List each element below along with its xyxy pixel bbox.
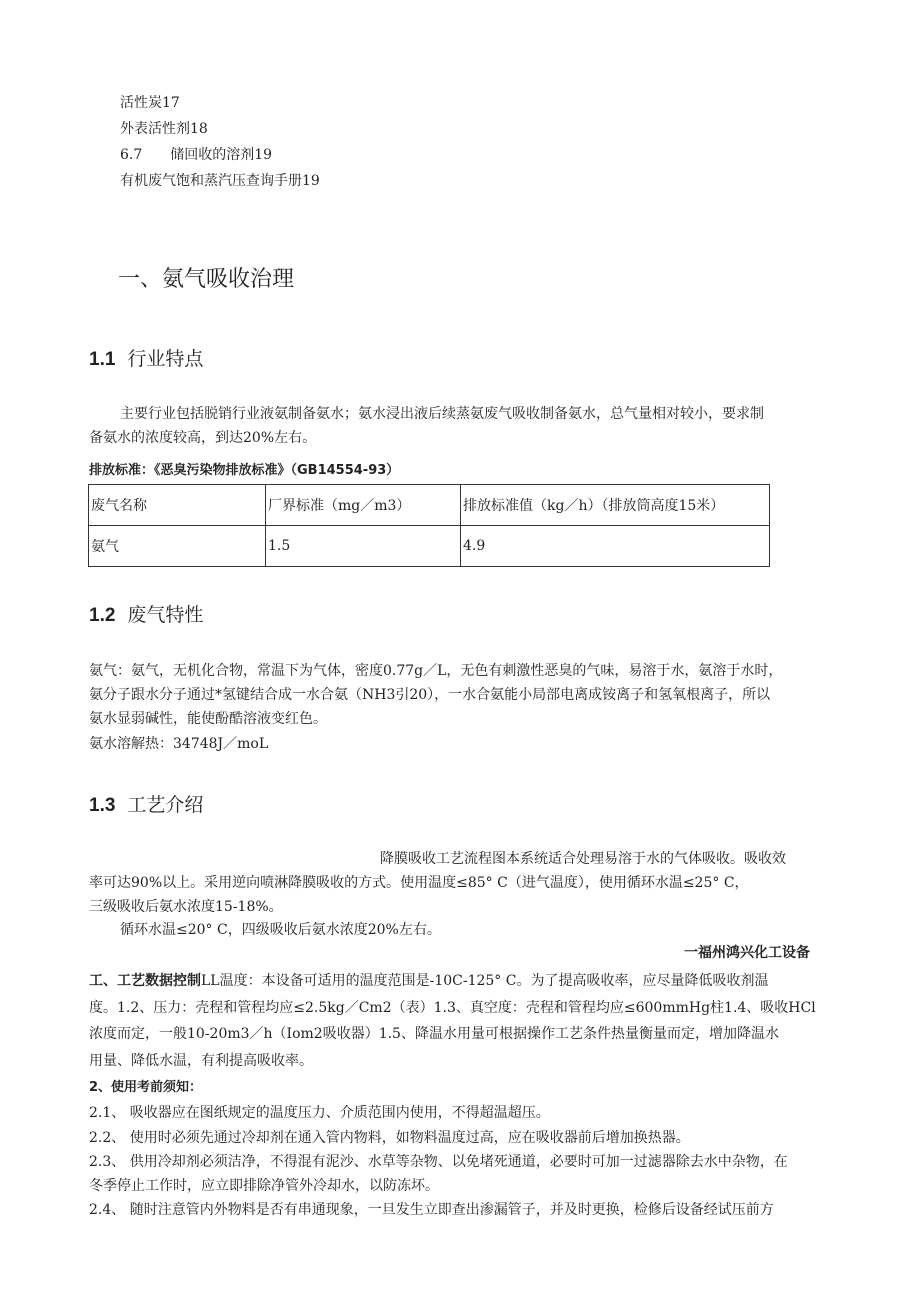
table-header-cell: 厂界标准（mg／m3） bbox=[266, 485, 461, 526]
process-line: 用量、降低水温，有利提高吸收率。 bbox=[89, 1053, 313, 1069]
table-cell: 1.5 bbox=[266, 526, 461, 567]
toc-entry: 有机废气饱和蒸汽压查询手册19 bbox=[120, 173, 320, 189]
table-header-cell: 排放标准值（kg／h）（排放筒高度15米） bbox=[461, 485, 770, 526]
heading-number: 1.1 bbox=[89, 349, 116, 370]
paragraph-line: 三级吸收后氨水浓度15-18%。 bbox=[89, 899, 283, 915]
notice-item: 2.2、 使用时必须先通过冷却剂在通入管内物料，如物料温度过高，应在吸收器前后增加换热器。 bbox=[89, 1130, 690, 1146]
paragraph-line: 降膜吸收工艺流程图本系统适合处理易溶于水的气体吸收。吸收效 bbox=[380, 851, 786, 867]
heading-number: 1.2 bbox=[89, 605, 116, 626]
heading-1-2 bbox=[89, 600, 203, 627]
process-line: 浓度而定，一般10-20m3／h（Iom2吸收器）1.5、降温水用量可根据操作工艺条件热量衡量而定，增加降温水 bbox=[89, 1026, 779, 1042]
emission-standard-table bbox=[88, 484, 770, 567]
paragraph-line: 主要行业包括脱销行业液氨制备氨水；氨水浸出液后续蒸氨废气吸收制备氨水，总气量相对较小，要求制 bbox=[120, 406, 764, 422]
paragraph-line: 氨气：氨气，无机化合物，常温下为气体，密度0.77g／L，无色有刺激性恶臭的气味，易溶于水，氨溶于水时， bbox=[89, 663, 783, 679]
table-row bbox=[89, 526, 770, 567]
table-cell: 氨气 bbox=[89, 526, 266, 567]
table-header-row bbox=[89, 485, 770, 526]
table-cell: 4.9 bbox=[461, 526, 770, 567]
paragraph-line: 氨水溶解热：34748J／moL bbox=[89, 736, 269, 752]
paragraph-line: 循环水温≤20° C，四级吸收后氨水浓度20%左右。 bbox=[120, 922, 441, 938]
notice-item: 2.4、 随时注意管内外物料是否有串通现象，一旦发生立即查出渗漏管子，并及时更换，检修后设备经试压前方 bbox=[89, 1202, 774, 1218]
heading-1-3 bbox=[89, 790, 203, 817]
paragraph-line: 氨水显弱碱性，能使酚酷溶液变红色。 bbox=[89, 711, 327, 727]
standard-label: 排放标准：《恶臭污染物排放标准》（GB14554-93） bbox=[89, 463, 400, 478]
toc-entry: 6.7 储回收的溶剂19 bbox=[120, 147, 273, 163]
notice-item: 2.3、 供用冷却剂必须洁净，不得混有泥沙、水草等杂物、以免堵死通道，必要时可加一过滤器除去水中杂物，在 bbox=[89, 1154, 788, 1170]
heading-text: 废气特性 bbox=[127, 604, 204, 626]
heading-1-1 bbox=[89, 344, 203, 371]
process-text: LL温度：本设备可适用的温度范围是-10C-125° C。为了提高吸收率，应尽量降低吸收剂温 bbox=[201, 973, 769, 989]
section-title: 一、氨气吸收治理 bbox=[118, 267, 295, 292]
notice-item: 冬季停止工作时，应立即排除净管外冷却水，以防冻坏。 bbox=[89, 1178, 439, 1194]
notice-item: 2.1、 吸收器应在图纸规定的温度压力、介质范围内使用，不得超温超压。 bbox=[89, 1105, 550, 1121]
heading-number: 1.3 bbox=[89, 795, 116, 816]
process-label: 工、工艺数据控制 bbox=[89, 973, 201, 989]
paragraph-line: 备氨水的浓度较高，到达20%左右。 bbox=[89, 430, 317, 446]
heading-text: 工艺介绍 bbox=[127, 794, 204, 816]
table-header-cell: 废气名称 bbox=[89, 485, 266, 526]
toc-entry: 外表活性剂18 bbox=[120, 121, 208, 137]
process-line: 度。1.2、压力：壳程和管程均应≤2.5kg／Cm2（表）1.3、真空度：壳程和管程均应≤600mmHg柱1.4、吸收HCl bbox=[89, 1000, 816, 1016]
notice-heading: 2、使用考前须知： bbox=[89, 1080, 203, 1095]
paragraph-line: 率可达90%以上。采用逆向喷淋降膜吸收的方式。使用温度≤85° C（进气温度），使用循环水温≤25° C， bbox=[89, 875, 749, 891]
toc-entry: 活性炭17 bbox=[120, 95, 180, 111]
process-line bbox=[89, 970, 768, 990]
heading-text: 行业特点 bbox=[127, 348, 204, 370]
paragraph-line: 氨分子跟水分子通过*氢键结合成一水合氨（NH3引20），一水合氨能小局部电离成铵离子和氢氧根离子，所以 bbox=[89, 687, 771, 703]
company-brand: 一福州鸿兴化工设备 bbox=[684, 945, 810, 961]
